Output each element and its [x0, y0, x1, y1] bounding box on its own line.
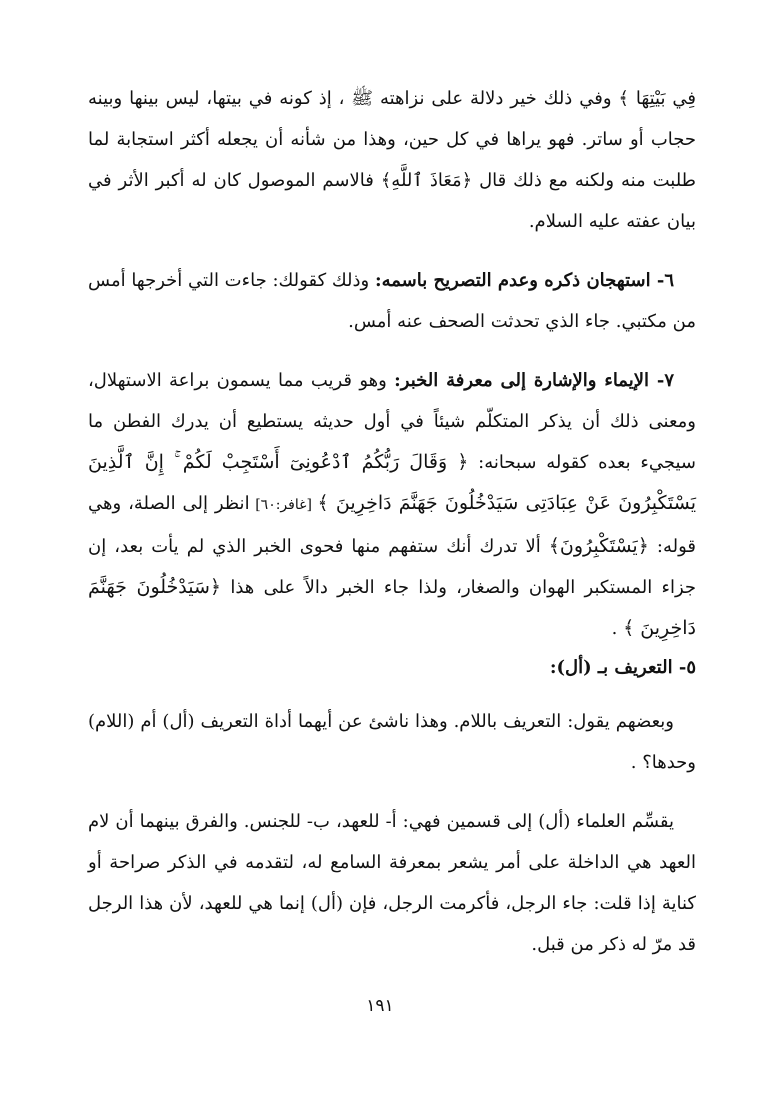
quran-verse-3: ﴿سَيَدْخُلُونَ جَهَنَّمَ دَاخِرِينَ ﴾ [88, 576, 696, 639]
page-body [88, 78, 696, 965]
section-title: ٥- التعريف بـ (أل): [549, 657, 696, 678]
paragraph-3-text-1: وهو قريب مما يسمون براعة الاستهلال، ومعنى ذلك أن يذكر المتكلّم شيئاً في أول حديثه يستطيع أن يدرك الفطن ما سيجيء بعده كقوله سبحانه: [88, 370, 696, 473]
paragraph-3-end: . [611, 618, 624, 639]
paragraph-1-text: فِي بَيْتِهَا ﴾ وفي ذلك خير دلالة على نزاهته ﷺ ، إذ كونه في بيتها، ليس بينها وبينه حجاب أو ساتر. فهو يراها في كل حين، وهذا من شأنه أن يجعله أكثر استجابة لما طلبت منه ولكنه مع ذلك قال ﴿مَعَاذَ ٱللَّهِ﴾ فالاسم الموصول كان له أكبر الأثر في بيان عفته عليه السلام. [88, 88, 696, 232]
quran-verse-1: ﴿ وَقَالَ رَبُّكُمُ ٱدْعُونِىٓ أَسْتَجِبْ لَكُمْ ۚ إِنَّ ٱلَّذِينَ يَسْتَكْبِرُونَ عَنْ عِبَادَتِى سَيَدْخُلُونَ جَهَنَّمَ دَاخِرِينَ ﴾ [88, 451, 697, 514]
paragraph-4-text: وبعضهم يقول: التعريف باللام. وهذا ناشئ عن أيهما أداة التعريف (أل) أم (اللام) وحدها؟ . [88, 711, 696, 773]
paragraph-2 [88, 260, 696, 342]
paragraph-2-heading: ٦- استهجان ذكره وعدم التصريح باسمه: [374, 270, 675, 291]
paragraph-3-heading: ٧- الإيماء والإشارة إلى معرفة الخبر: [394, 370, 674, 391]
paragraph-5-text: يقسِّم العلماء (أل) إلى قسمين فهي: أ- للعهد، ب- للجنس. والفرق بينهما أن لام العهد هي الداخلة على أمر يشعر بمعرفة السامع له، لتقدمه في الذكر صراحة أو كناية إذا قلت: جاء الرجل، فأكرمت الرجل، فإن (أل) إنما هي للعهد، لأن هذا الرجل قد مرّ له ذكر من قبل. [88, 811, 696, 955]
paragraph-2-text: وذلك كقولك: جاءت التي أخرجها أمس من مكتبي. جاء الذي تحدثت الصحف عنه أمس. [88, 270, 696, 332]
paragraph-3-text-2: انظر إلى الصلة، وهي قوله: [88, 493, 696, 557]
verse-reference: [غافر:٦٠] [249, 497, 318, 513]
page-number: ١٩١ [366, 996, 394, 1016]
paragraph-3-text-3: ألا تدرك أنك ستفهم منها فحوى الخبر الذي لم يأت بعد، إن جزاء المستكبر الهوان والصغار، ولذا جاء الخبر دالاً على هذا [88, 536, 697, 598]
paragraph-1 [88, 78, 696, 242]
quran-verse-2: ﴿يَسْتَكْبِرُونَ﴾ [548, 535, 649, 557]
paragraph-4 [88, 701, 696, 783]
paragraph-5 [88, 801, 696, 965]
paragraph-3 [88, 360, 696, 649]
